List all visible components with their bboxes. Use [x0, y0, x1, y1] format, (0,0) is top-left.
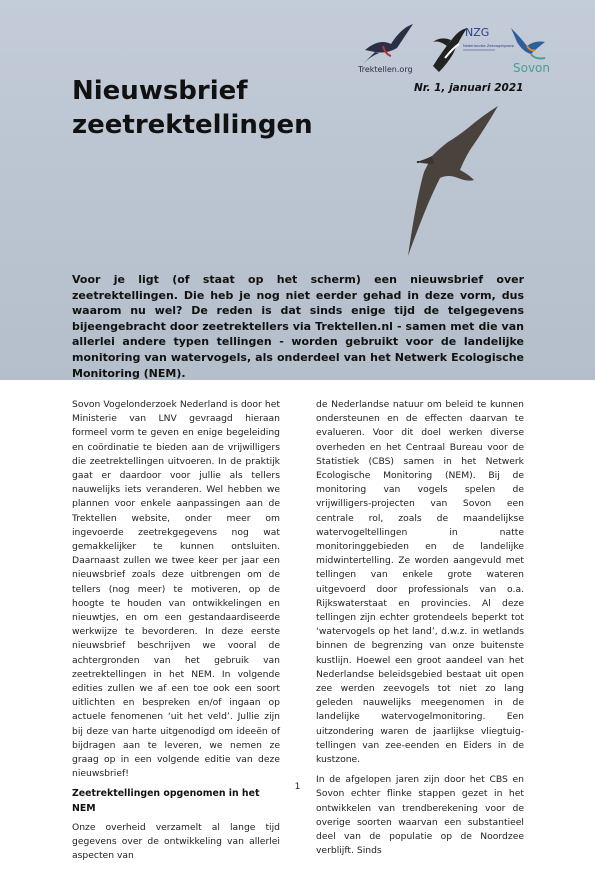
- issue-label: Nr. 1, januari 2021: [414, 82, 524, 94]
- page-number: 1: [294, 782, 301, 792]
- sovon-logo: [505, 20, 561, 76]
- body-paragraph: In de afgelopen jaren zijn door het CBS en Sovon echter flinke stappen gezet in het ontwikkelen van trendberekening voor de overige soorten waarvan een substantieel deel van de populatie op de Noordzee verblijft. Sinds: [316, 774, 524, 857]
- seabird-illustration: [402, 102, 504, 258]
- body-column-left: [72, 398, 280, 870]
- newsletter-title: Nieuwsbrief zeetrektellingen: [72, 76, 313, 140]
- partner-logos: [357, 20, 567, 76]
- nzg-logo-subtext: Nederlandse Zeevogelgroep: [463, 44, 514, 48]
- body-paragraph: Onze overheid verzamelt al lange tijd gegevens over de ontwikkeling van allerlei aspecten van: [72, 821, 280, 862]
- section-heading: Zeetrektellingen opgenomen in het NEM: [72, 788, 260, 814]
- sovon-logo-text: Sovon: [513, 61, 551, 75]
- trektellen-logo-text: Trektellen.org: [358, 65, 413, 74]
- body-column-right: [316, 398, 524, 865]
- trektellen-logo: [357, 20, 419, 76]
- intro-text: Voor je ligt (of staat op het scherm) een nieuwsbrief over zeetrektellingen. Die heb je nog niet eerder gehad in deze vorm, dus waarom nu wel? De reden is dat sinds enige tijd de telgegevens bijeengebracht door zeetrektellers via Trektellen.nl - samen met die van allerlei andere typen tellingen - worden gebruikt voor de landelijke monitoring van watervogels, als onderdeel van het Netwerk Ecologische Monitoring (NEM).: [72, 273, 524, 380]
- body-paragraph: de Nederlandse natuur om beleid te kunnen ondersteunen en de effecten daarvan te evalueren. Voor dit doel werken diverse overheden en het Centraal Bureau voor de Statistiek (CBS) samen in het Netwerk Ecologische Monitoring (NEM). Bij de monitoring van vogels spelen de vrijwilligers-projecten van Sovon een centrale rol, zoals de maandelijkse watervogeltellingen in natte monitoringgebieden en de landelijke midwintertelling. Ze worden aangevuld met tellingen van enkele grote wateren uitgevoerd door professionals van o.a. Rijkswaterstaat en provincies. Al deze tellingen zijn echter grotendeels beperkt tot ‘watervogels op het land’, d.w.z. in wetlands binnen de begrenzing van onze buitenste kustlijn. Hoewel een groot aandeel van het Nederlandse beleidsgebied bestaat uit open zee werden zeevogels tot niet zo lang geleden nauwelijks meegenomen in de landelijke watervogelmonitoring. Een uitzondering waren de jaarlijkse vliegtuig-tellingen van zee-eenden en Eiders in de kustzone.: [316, 399, 524, 766]
- body-paragraph: Sovon Vogelonderzoek Nederland is door het Ministerie van LNV gevraagd hieraan formeel vorm te geven en enige begeleiding en coördinatie te bieden aan de vrijwilligers die zeetrektellingen uitvoeren. In de praktijk gaat er daardoor voor jullie als tellers nauwelijks iets veranderen. Wel hebben we plannen voor enkele aanpassingen aan de Trektellen website, onder meer om ingevoerde zeetrekgegevens nog wat gemakkelijker te kunnen ontsluiten. Daarnaast zullen we twee keer per jaar een nieuwsbrief zoals deze uitbrengen om de tellers (nog meer) te motiveren, op de hoogte te houden van ontwikkelingen en nieuwtjes, en om een gestandaardiseerde werkwijze te bevorderen. In deze eerste nieuwsbrief beschrijven we vooral de achtergronden van het gebruik van zeetrektellingen in het NEM. In volgende edities zullen we af een toe ook een soort uitlichten en bespreken en/of ingaan op actuele fenomenen ‘uit het veld’. Jullie zijn bij deze van harte uitgenodigd om ideeën of bijdragen aan te leveren, we nemen ze graag op in een volgende editie van deze nieuwsbrief!: [72, 399, 280, 780]
- nzg-logo-text: NZG: [465, 26, 490, 39]
- nzg-logo: [429, 20, 514, 76]
